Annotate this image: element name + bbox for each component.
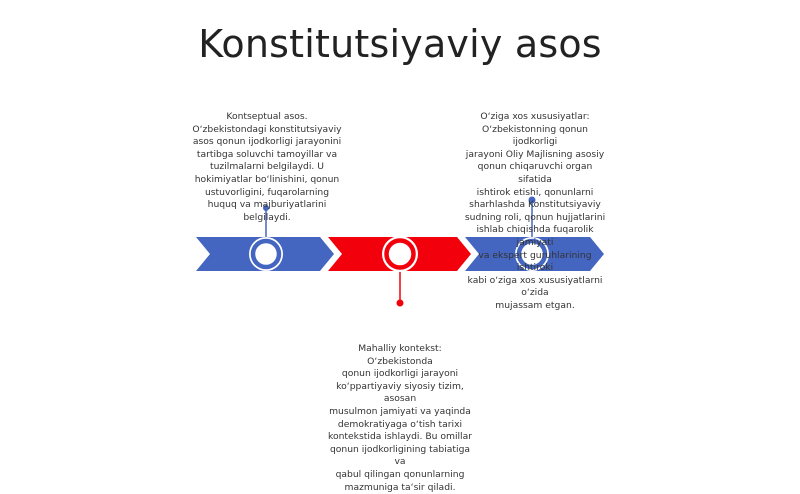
callout-local-context: Mahalliy kontekst: O‘zbekistonda qonun ijodkorligi jarayoni ko‘ppartiyaviy siyosiy tizim, asosan musulmon jamiyati va yaqinda demokratiyaga o‘tish tarixi kontekstida ishlaydi. Bu omillar qonun ijodkorligining tabiatiga va qabul qilingan qonunlarning mazmuniga ta‘sir qiladi. <box>327 343 473 493</box>
callout-specific-features: O‘ziga xos xususiyatlar: O‘zbekistonning qonun ijodkorligi jarayoni Oliy Majlisning asosiy qonun chiqaruvchi organ sifatida ishtirok etishi, qonunlarni sharhlashda Konstitutsiyaviy sudning roli, qonun hujjatlarini ishlab chiqishda fuqarolik jamiyati va ekspert guruhlarining ishtiroki kabi o‘ziga xos xususiyatlarni o‘zida mujassam etgan. <box>464 111 606 311</box>
connector-dot-2 <box>397 300 404 307</box>
milestone-ring-1 <box>253 241 279 267</box>
callout-conceptual-basis: Kontseptual asos. O‘zbekistondagi konstitutsiyaviy asos qonun ijodkorligi jarayonini tartibga soluvchi tamoyillar va tuzilmalarni belgilaydi. U hokimiyatlar bo‘linishini, qonun ustuvorligini, fuqarolarning huquq va majburiyatlarini belgilaydi. <box>192 111 342 223</box>
slide-title: Konstitutsiyaviy asos <box>198 22 602 66</box>
milestone-ring-2 <box>387 241 414 268</box>
